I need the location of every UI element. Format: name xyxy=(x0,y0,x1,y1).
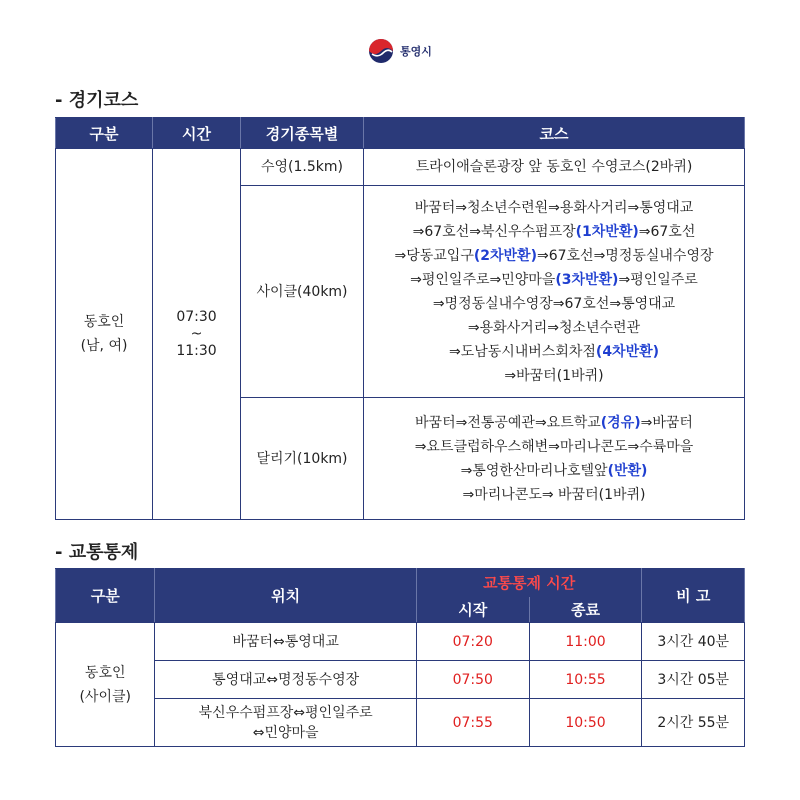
header-course: 코스 xyxy=(364,118,745,149)
end-time: 10:50 xyxy=(529,699,642,747)
table-row xyxy=(56,699,745,747)
course-segment: ⇒바꿈터 xyxy=(640,414,693,431)
time-start: 07:30 xyxy=(176,309,217,325)
header-start: 시작 xyxy=(416,597,529,623)
duration-note: 3시간 40분 xyxy=(642,623,745,661)
table-row xyxy=(56,661,745,699)
header-end: 종료 xyxy=(529,597,642,623)
category-line: 동호인 xyxy=(84,664,126,681)
category-line: (사이클) xyxy=(79,688,131,705)
course-segment: ⇒명정동실내수영장⇒67호선⇒통영대교 xyxy=(432,295,676,312)
location-line: 북신우수펌프장⇔평인일주로 xyxy=(198,704,373,721)
event-name: 수영(1.5km) xyxy=(241,149,364,186)
course-line xyxy=(364,220,744,244)
table-row xyxy=(56,149,745,186)
traffic-table-header xyxy=(56,569,745,597)
logo xyxy=(0,38,800,64)
tongyeong-logo-icon xyxy=(368,38,394,64)
event-name: 달리기(10km) xyxy=(241,398,364,520)
time-end: 11:30 xyxy=(176,343,217,359)
course-cell xyxy=(364,149,745,186)
header-location: 위치 xyxy=(155,569,416,623)
course-cell xyxy=(364,398,745,520)
location-line: ⇔민양마을 xyxy=(252,724,319,741)
section-title-course: - 경기코스 xyxy=(55,90,139,111)
course-segment: 트라이애슬론광장 앞 동호인 수영코스(2바퀴) xyxy=(415,159,693,175)
category-line: (남, 여) xyxy=(80,338,128,354)
course-line xyxy=(364,316,744,340)
course-segment: ⇒마리나콘도⇒ 바꿈터(1바퀴) xyxy=(462,486,646,503)
course-line xyxy=(364,411,744,435)
course-line xyxy=(364,268,744,292)
location-cell xyxy=(155,699,416,747)
turnaround-highlight: (2차반환) xyxy=(473,247,537,264)
course-segment: 바꿈터⇒전통공예관⇒요트학교 xyxy=(415,414,601,431)
turnaround-highlight: (4차반환) xyxy=(595,343,660,360)
table-row xyxy=(56,623,745,661)
header-category: 구분 xyxy=(56,569,155,623)
course-line xyxy=(364,155,744,179)
course-segment: ⇒67호선⇒북신우수펌프장 xyxy=(412,223,576,240)
location-line: 통영대교⇔명정동수영장 xyxy=(212,671,360,688)
course-segment: ⇒당동교입구 xyxy=(394,247,474,264)
end-time: 10:55 xyxy=(529,661,642,699)
course-segment: ⇒바꿈터(1바퀴) xyxy=(504,367,604,384)
category-cell xyxy=(56,623,155,747)
course-segment: ⇒도남동시내버스회차점 xyxy=(448,343,596,360)
course-line xyxy=(364,292,744,316)
start-time: 07:20 xyxy=(416,623,529,661)
course-segment: 바꿈터⇒청소년수련원⇒용화사거리⇒통영대교 xyxy=(414,199,694,216)
turnaround-highlight: (경유) xyxy=(600,414,641,431)
location-line: 바꿈터⇔통영대교 xyxy=(232,633,339,650)
header-category: 구분 xyxy=(56,118,153,149)
turnaround-highlight: (3차반환) xyxy=(555,271,619,288)
end-time: 11:00 xyxy=(529,623,642,661)
course-line xyxy=(364,459,744,483)
start-time: 07:55 xyxy=(416,699,529,747)
course-segment: ⇒통영한산마리나호텔앞 xyxy=(460,462,608,479)
course-line xyxy=(364,244,744,268)
location-cell xyxy=(155,623,416,661)
course-segment: ⇒요트클럽하우스해변⇒마리나콘도⇒수륙마을 xyxy=(414,438,694,455)
course-segment: ⇒67호선⇒명정동실내수영장 xyxy=(536,247,714,264)
course-segment: ⇒평인일주로 xyxy=(618,271,698,288)
traffic-table xyxy=(55,568,745,747)
course-line xyxy=(364,483,744,507)
course-line xyxy=(364,364,744,388)
header-event: 경기종목별 xyxy=(241,118,364,149)
header-time: 시간 xyxy=(153,118,241,149)
category-line: 동호인 xyxy=(83,314,125,330)
course-segment: ⇒평인일주로⇒민양마을 xyxy=(410,271,556,288)
time-tilde: ~ xyxy=(190,326,203,342)
duration-note: 3시간 05분 xyxy=(642,661,745,699)
logo-text: 통영시 xyxy=(400,45,432,58)
turnaround-highlight: (1차반환) xyxy=(575,223,639,240)
course-cell xyxy=(364,186,745,398)
course-segment: ⇒67호선 xyxy=(638,223,696,240)
event-name: 사이클(40km) xyxy=(241,186,364,398)
duration-note: 2시간 55분 xyxy=(642,699,745,747)
header-note: 비 고 xyxy=(642,569,745,623)
section-title-traffic: - 교통통제 xyxy=(55,542,139,563)
location-cell xyxy=(155,661,416,699)
course-line xyxy=(364,435,744,459)
time-cell xyxy=(153,149,241,520)
turnaround-highlight: (반환) xyxy=(607,462,648,479)
start-time: 07:50 xyxy=(416,661,529,699)
course-segment: ⇒용화사거리⇒청소년수련관 xyxy=(467,319,641,336)
category-cell xyxy=(56,149,153,520)
course-line xyxy=(364,196,744,220)
course-line xyxy=(364,340,744,364)
course-table-header xyxy=(56,118,745,149)
course-table xyxy=(55,117,745,520)
header-control-time: 교통통제 시간 xyxy=(416,569,642,597)
